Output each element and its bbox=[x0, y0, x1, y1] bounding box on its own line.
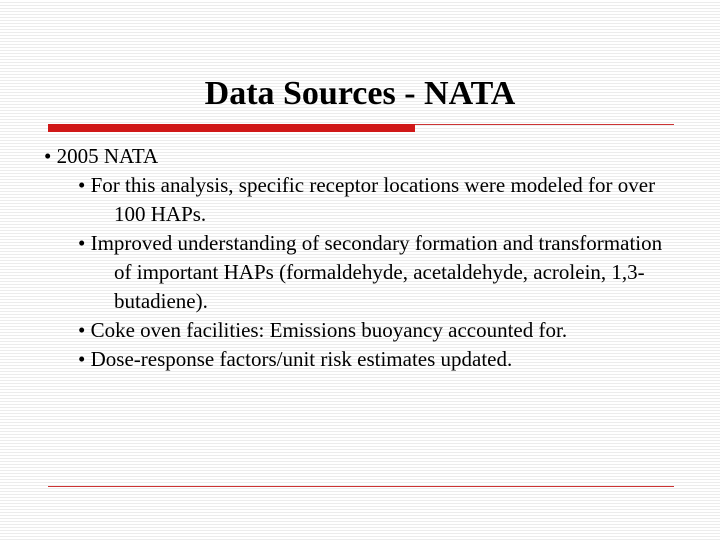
bullet-text: Dose-response factors/unit risk estimates updated. bbox=[90, 347, 513, 371]
bullet-level2 bbox=[78, 316, 684, 345]
bullet-level1 bbox=[44, 142, 684, 171]
bullet-level2 bbox=[78, 345, 684, 374]
slide-body bbox=[44, 142, 684, 374]
bullet-marker: • bbox=[78, 173, 86, 197]
bullet-marker: • bbox=[78, 231, 86, 255]
bullet-text: Improved understanding of secondary formation and transformation of important HAPs (formaldehyde, acetaldehyde, acrolein, 1,3-butadiene). bbox=[90, 231, 663, 313]
bullet-marker: • bbox=[78, 318, 86, 342]
title-underline-thick bbox=[48, 124, 415, 132]
footer-rule bbox=[48, 486, 674, 487]
bullet-marker: • bbox=[44, 144, 52, 168]
bullet-level2 bbox=[78, 229, 684, 316]
bullet-text: Coke oven facilities: Emissions buoyancy accounted for. bbox=[90, 318, 568, 342]
bullet-text: 2005 NATA bbox=[56, 144, 159, 168]
bullet-marker: • bbox=[78, 347, 86, 371]
title-underline-thin bbox=[415, 124, 674, 125]
slide-title: Data Sources - NATA bbox=[204, 75, 516, 112]
bullet-level2 bbox=[78, 171, 684, 229]
bullet-text: For this analysis, specific receptor locations were modeled for over 100 HAPs. bbox=[90, 173, 656, 226]
